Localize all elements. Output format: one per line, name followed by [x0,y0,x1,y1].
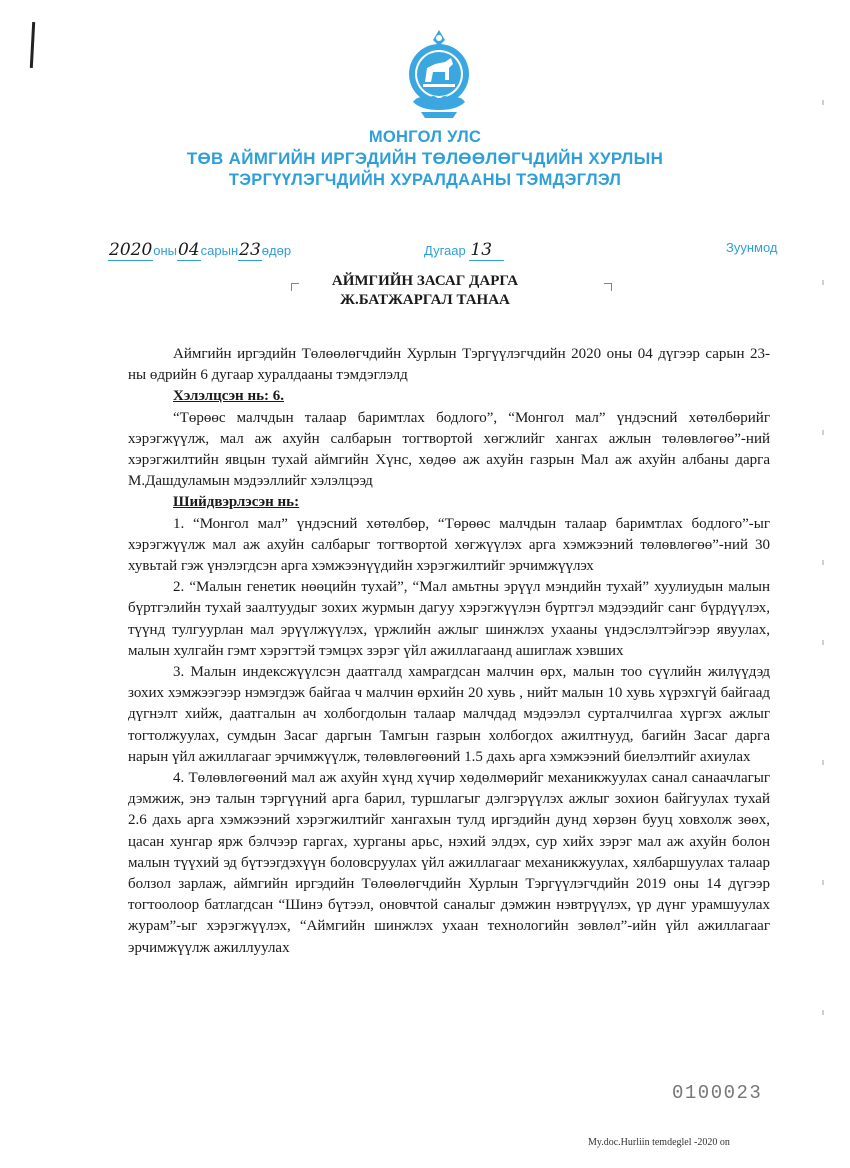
decision-item: 4. Төлөвлөгөөний мал аж ахуйн хүнд хүчир хөдөлмөрийг механикжуулах санал санаачлагыг дэмжиж, энэ талын тэргүүний арга барил, туршлагыг дэлгэрүүлэх ажлыг зохион байгуулах тухай 2.6 дахь арга хэмжээний хэрэгжилтийг хангахын тулд иргэдийн дунд хөрзөн бууц ховхолж зөөх, цасан хунгар ярж бэлчээр гаргах, хурганы арьс, нэхий элдэх, сур хийх зэрэг мал аж ахуйн болон малын түүхий эд бүтээгдэхүүн боловсруулах үйл ажиллагааг механикжуулах, хялбаршуулах талаар болзол зарлаж, аймгийн иргэдийн Төлөөлөгчдийн Хурлын Тэргүүлэгчдийн 2019 оны 14 дүгээр тогтоолоор батлагдсан “Шинэ бүтээл, оновчтой саналыг дэмжин нэвтрүүлэх, үр дүнг урамшуулах журам”-ыг хэрэгжүүлэх, “Аймгийн шинжлэх ухаан технологийн зөвлөл”-ийн үйл ажиллагааг эрчимжүүлж ажиллуулах [128,770,770,956]
number-label: Дугаар [424,243,466,258]
date-month-suffix: сарын [200,243,239,258]
decision-item: 2. “Малын генетик нөөцийн тухай”, “Мал амьтны эрүүл мэндийн тухай” хуулиудын малын бүртгэлийн тухай заалтуудыг зохих журмын дагуу хэрэгжүүлэн бүртгэл мэдээдийг санг бүрдүүлэх, түүнд тулгуурлан мал эрүүлжүүлэх, үржлийн ажлыг шинжлэх ухааны үндэслэлтэйгээр явуулах, малын хулгайн гэмт хэрэгтэй тэмцэх зэрэг үйл ажиллагаанд ашиглаж хэвших [128,579,770,659]
dateline [0,240,850,262]
document-body [128,344,770,959]
intro-paragraph: Аймгийн иргэдийн Төлөөлөгчдийн Хурлын Тэргүүлэгчдийн 2020 оны 04 дүгээр сарын 23-ны өдрийн 6 дугаар хуралдааны тэмдэглэлд [128,346,770,384]
discussed-label: Хэлэлцсэн нь: 6. [173,388,285,405]
addressee-name: Ж.БАТЖАРГАЛ ТАНАА [340,292,510,308]
decision-item: 1. “Монгол мал” үндэсний хөтөлбөр, “Төрөөс малчдын талаар баримтлах бодлого”-ыг хэрэгжүүлж мал аж ахуйн салбарыг тогтвортой хөгжүүлэх арга хэмжээний төлөвлөгөө”-ний 30 хувьтай гэж үнэлэгдсэн арга хэмжээнүүдийн хэрэгжилтийг эрчимжүүлэх [128,515,770,575]
discussed-paragraph: “Төрөөс малчдын талаар баримтлах бодлого”, “Монгол мал” үндэсний хөтөлбөрийг хэрэгжүүлж, мал аж ахуйн салбарын тогтвортой хөгжлийг хангах ажлын төлөвлөгөө”-ний хэрэгжилтийн явцын тухай аймгийн Хүнс, хөдөө аж ахуйн газрын Мал аж ахуйн албаны дарга М.Дашдуламын мэдээллийг хэлэлцээд [128,409,770,490]
state-emblem-icon [405,28,473,120]
date-year: 2020 [109,240,153,260]
header-council: ТӨВ АЙМГИЙН ИРГЭДИЙН ТӨЛӨӨЛӨГЧДИЙН ХУРЛЫН [186,149,664,168]
scan-edge-marks [822,0,824,1168]
number-field [424,240,504,261]
date-day-suffix: өдөр [261,243,292,258]
document-number: 13 [470,240,493,260]
place: Зуунмод [726,240,778,255]
addressee-block [0,272,850,310]
decided-label: Шийдвэрлэсэн нь: [173,494,300,511]
pen-mark [30,22,35,68]
decision-item: 3. Малын индексжүүлсэн даатгалд хамрагдсан малчин өрх, малын тоо сүүлийн жилүүдэд зохих хэмжээгээр нэмэгдэж байгаа ч малчин өрхийн 20 хувь , нийт малын 10 хувь хүрэхгүй байгаад дүгнэлт хийж, даатгалын ач холбогдолын талаар малчдад мэдээлэл сурталчилгаа хүргэх ажлыг тогтолжуулах, сумдын Засаг даргын Тамгын газрын холбогдох ажилтнууд, багийн Засаг дарга нарын үйл ажиллагааг эрчимжүүлж, төлөвлөгөөний 1.5 дахь арга хэмжээний биелэлтийг ахиулах [128,664,770,765]
footer-filename: My.doc.Hurliin temdeglel -2020 on [588,1137,730,1148]
stamp-number: 0100023 [672,1082,763,1104]
date-field [108,240,291,261]
header-doc-type: ТЭРГҮҮЛЭГЧДИЙН ХУРАЛДААНЫ ТЭМДЭГЛЭЛ [228,171,622,189]
date-day: 23 [239,240,261,260]
header-country: МОНГОЛ УЛС [368,128,482,146]
addressee-title: АЙМГИЙН ЗАСАГ ДАРГА [331,273,519,289]
date-year-suffix: оны [153,243,178,258]
date-month: 04 [178,240,200,260]
